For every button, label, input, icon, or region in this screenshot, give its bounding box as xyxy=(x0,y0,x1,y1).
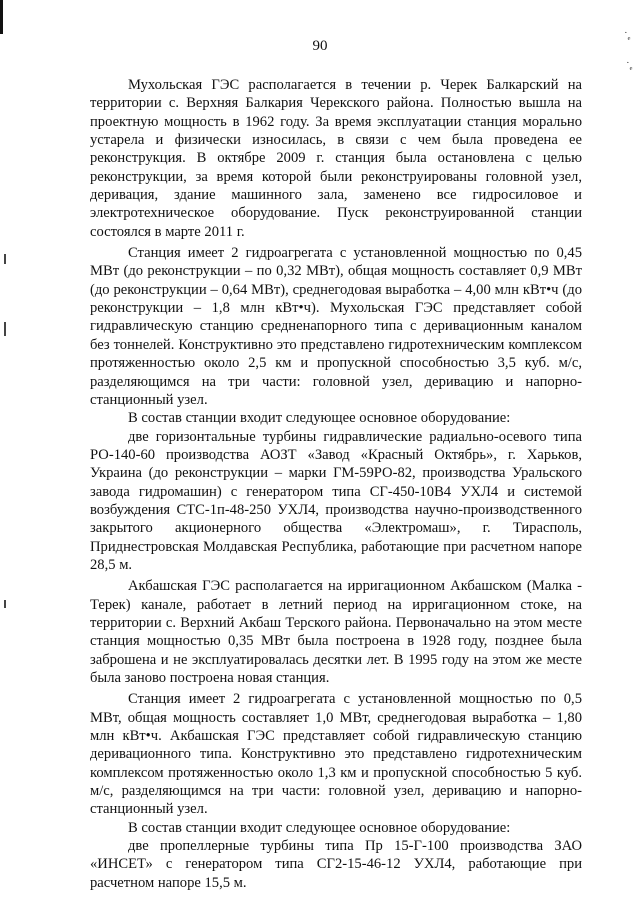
document-body xyxy=(90,76,582,892)
paragraph-akbashskaya-equipment: две пропеллерные турбины типа Пр 15-Г-100 производства ЗАО «ИНСЕТ» с генератором типа СГ2-15-46-12 УХЛ4, работающие при расчетном напоре 15,5 м. xyxy=(90,838,582,891)
scan-margin-mark xyxy=(4,322,6,336)
paragraph-mukholskaya-specs: Станция имеет 2 гидроагрегата с установленной мощностью по 0,45 МВт (до реконструкции – по 0,32 МВт), общая мощность составляет 0,9 МВт (до реконструкции – 0,64 МВт), среднегодовая выработка – 4,00 млн кВт•ч (до реконструкции – 1,8 млн кВт•ч). Мухольская ГЭС представляет собой гидравлическую станцию средненапорного типа с деривационным каналом без тоннелей. Конструктивно это представлено гидротехническим комплексом протяженностью около 2,5 км и пропускной способностью 3,5 куб. м/с, разделяющимся на три части: головной узел, деривацию и напорно-станционный узел. xyxy=(90,245,582,408)
scan-speck: ˙ₑ xyxy=(626,60,633,72)
paragraph-equipment-heading: В состав станции входит следующее основное оборудование: xyxy=(128,410,511,427)
scan-edge-mark xyxy=(0,0,3,34)
scan-margin-mark xyxy=(4,254,6,264)
page-number: 90 xyxy=(312,38,328,54)
paragraph-mukholskaya-equipment: две горизонтальные турбины гидравлические радиально-осевого типа РО-140-60 производства АОЗТ «Завод «Красный Октябрь», г. Харьков, Украина (до реконструкции – марки ГМ-59РО-82, производства Уральского завода гидромашин) с генератором типа СГ-450-10В4 УХЛ4 и системой возбуждения СТС-1п-48-250 УХЛ4, производства научно-производственного закрытого акционерного общества «Электромаш», г. Тирасполь, Приднестровская Молдавская Республика, работающие при расчетном напоре 28,5 м. xyxy=(90,428,582,573)
paragraph-akbashskaya-specs: Станция имеет 2 гидроагрегата с установленной мощностью по 0,5 МВт, общая мощность составляет 1,0 МВт, среднегодовая выработка – 1,80 млн кВт•ч. Акбашская ГЭС представляет собой гидравлическую станцию деривационного типа. Конструктивно это представлено гидротехническим комплексом протяженностью около 1,3 км и пропускной способностью 5 куб. м/с, разделяющимся на три части: головной узел, деривацию и напорно-станционный узел. xyxy=(90,691,582,818)
paragraph-akbashskaya-intro: Акбашская ГЭС располагается на ирригационном Акбашском (Малка - Терек) канале, работает в летний период на ирригационном стоке, на территории с. Верхний Акбаш Терского района. Первоначально на этом месте станция мощностью 0,35 МВт была построена в 1928 году, позднее была заброшена и не эксплуатировалась десятки лет. В 1995 году на этом же месте была заново построена новая станция. xyxy=(90,578,582,686)
scan-margin-mark xyxy=(4,600,6,608)
paragraph-equipment-heading: В состав станции входит следующее основное оборудование: xyxy=(128,819,511,836)
paragraph-mukholskaya-intro: Мухольская ГЭС располагается в течении р. Черек Балкарский на территории с. Верхняя Балкария Черекского района. Полностью вышла на проектную мощность в 1962 году. За время эксплуатации станция морально устарела и физически износилась, в связи с чем была проведена ее реконструкция. В октябре 2009 г. станция была остановлена с целью реконструкции, за время которой были реконструированы головной узел, деривация, здание машинного зала, заменено все гидросиловое и электротехническое оборудование. Пуск реконструированной станции состоялся в марте 2011 г. xyxy=(90,77,582,240)
scan-speck: ˙ₑ xyxy=(624,30,631,42)
